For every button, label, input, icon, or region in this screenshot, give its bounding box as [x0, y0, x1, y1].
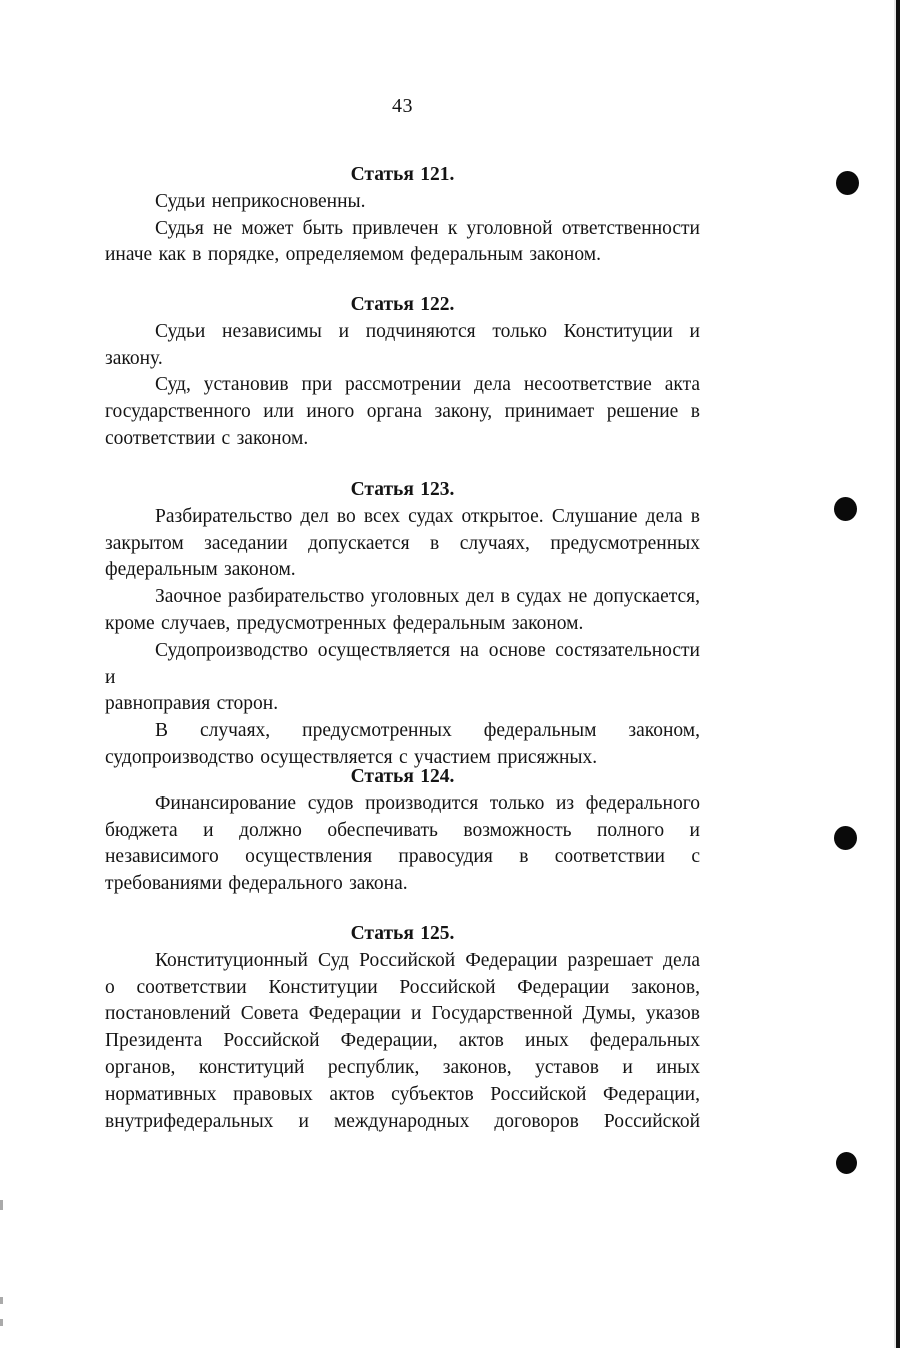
- text-line: Суд, установив при рассмотрении дела несоответствие акта: [155, 374, 700, 396]
- binder-hole-mark: [834, 497, 857, 521]
- article-title: Статья 122.: [350, 294, 455, 315]
- scan-artifact-mark: [0, 1297, 3, 1304]
- paragraph: [105, 948, 700, 1136]
- text-line: судопроизводство осуществляется с участием присяжных.: [105, 746, 598, 768]
- text-line: Заочное разбирательство уголовных дел в судах не допускается,: [155, 586, 700, 608]
- text-line: требованиями федерального закона.: [105, 873, 408, 895]
- text-line: бюджета и должно обеспечивать возможность полного и: [105, 819, 700, 841]
- text-line: соответствии с законом.: [105, 427, 309, 449]
- text-line: органов, конституций республик, законов, уставов и иных: [105, 1056, 700, 1078]
- scan-edge-line: [896, 0, 900, 1348]
- article-section: [105, 921, 700, 1135]
- text-line: Судьи независимы и подчиняются только Конституции и: [155, 320, 700, 342]
- article-title: Статья 125.: [350, 923, 455, 944]
- paragraph: [105, 638, 700, 718]
- text-line: Президента Российской Федерации, актов иных федеральных: [105, 1030, 700, 1052]
- article-section: [105, 162, 700, 269]
- text-line: закрытом заседании допускается в случаях, предусмотренных: [105, 532, 700, 554]
- text-line: закону.: [105, 347, 163, 369]
- text-line: кроме случаев, предусмотренных федеральным законом.: [105, 612, 584, 634]
- paragraph: [105, 372, 700, 452]
- binder-hole-mark: [834, 826, 857, 850]
- text-line: иначе как в порядке, определяемом федеральным законом.: [105, 244, 601, 266]
- paragraph: [105, 791, 700, 898]
- article-section: [105, 764, 700, 898]
- article-title: Статья 123.: [350, 479, 455, 500]
- page-number: 43: [392, 95, 413, 117]
- text-line: независимого осуществления правосудия в соответствии с: [105, 846, 700, 868]
- article-title: Статья 124.: [350, 766, 455, 787]
- binder-hole-mark: [836, 1152, 857, 1174]
- text-line: о соответствии Конституции Российской Федерации законов,: [105, 976, 700, 998]
- article-section: [105, 292, 700, 453]
- paragraph: [105, 189, 700, 216]
- text-line: равноправия сторон.: [105, 693, 279, 715]
- text-line: В случаях, предусмотренных федеральным законом,: [155, 720, 700, 742]
- scan-artifact-mark: [0, 1319, 3, 1326]
- text-line: Финансирование судов производится только из федерального: [155, 792, 700, 814]
- text-line: федеральным законом.: [105, 559, 296, 581]
- binder-hole-mark: [836, 171, 859, 195]
- text-line: Судопроизводство осуществляется на основе состязательности и: [105, 639, 700, 688]
- scan-artifact-mark: [0, 1200, 3, 1210]
- text-line: Разбирательство дел во всех судах открытое. Слушание дела в: [155, 505, 700, 527]
- text-line: Конституционный Суд Российской Федерации разрешает дела: [155, 949, 700, 971]
- paragraph: [105, 584, 700, 638]
- paragraph: [105, 319, 700, 373]
- text-line: постановлений Совета Федерации и Государственной Думы, указов: [105, 1003, 700, 1025]
- text-line: нормативных правовых актов субъектов Российской Федерации,: [105, 1083, 700, 1105]
- text-line: Судьи неприкосновенны.: [155, 190, 366, 212]
- paragraph: [105, 504, 700, 584]
- text-line: внутрифедеральных и международных договоров Российской: [105, 1110, 700, 1132]
- article-section: [105, 477, 700, 772]
- text-line: Судья не может быть привлечен к уголовной ответственности: [155, 217, 700, 239]
- text-line: государственного или иного органа закону, принимает решение в: [105, 401, 700, 423]
- article-title: Статья 121.: [350, 164, 455, 185]
- paragraph: [105, 216, 700, 270]
